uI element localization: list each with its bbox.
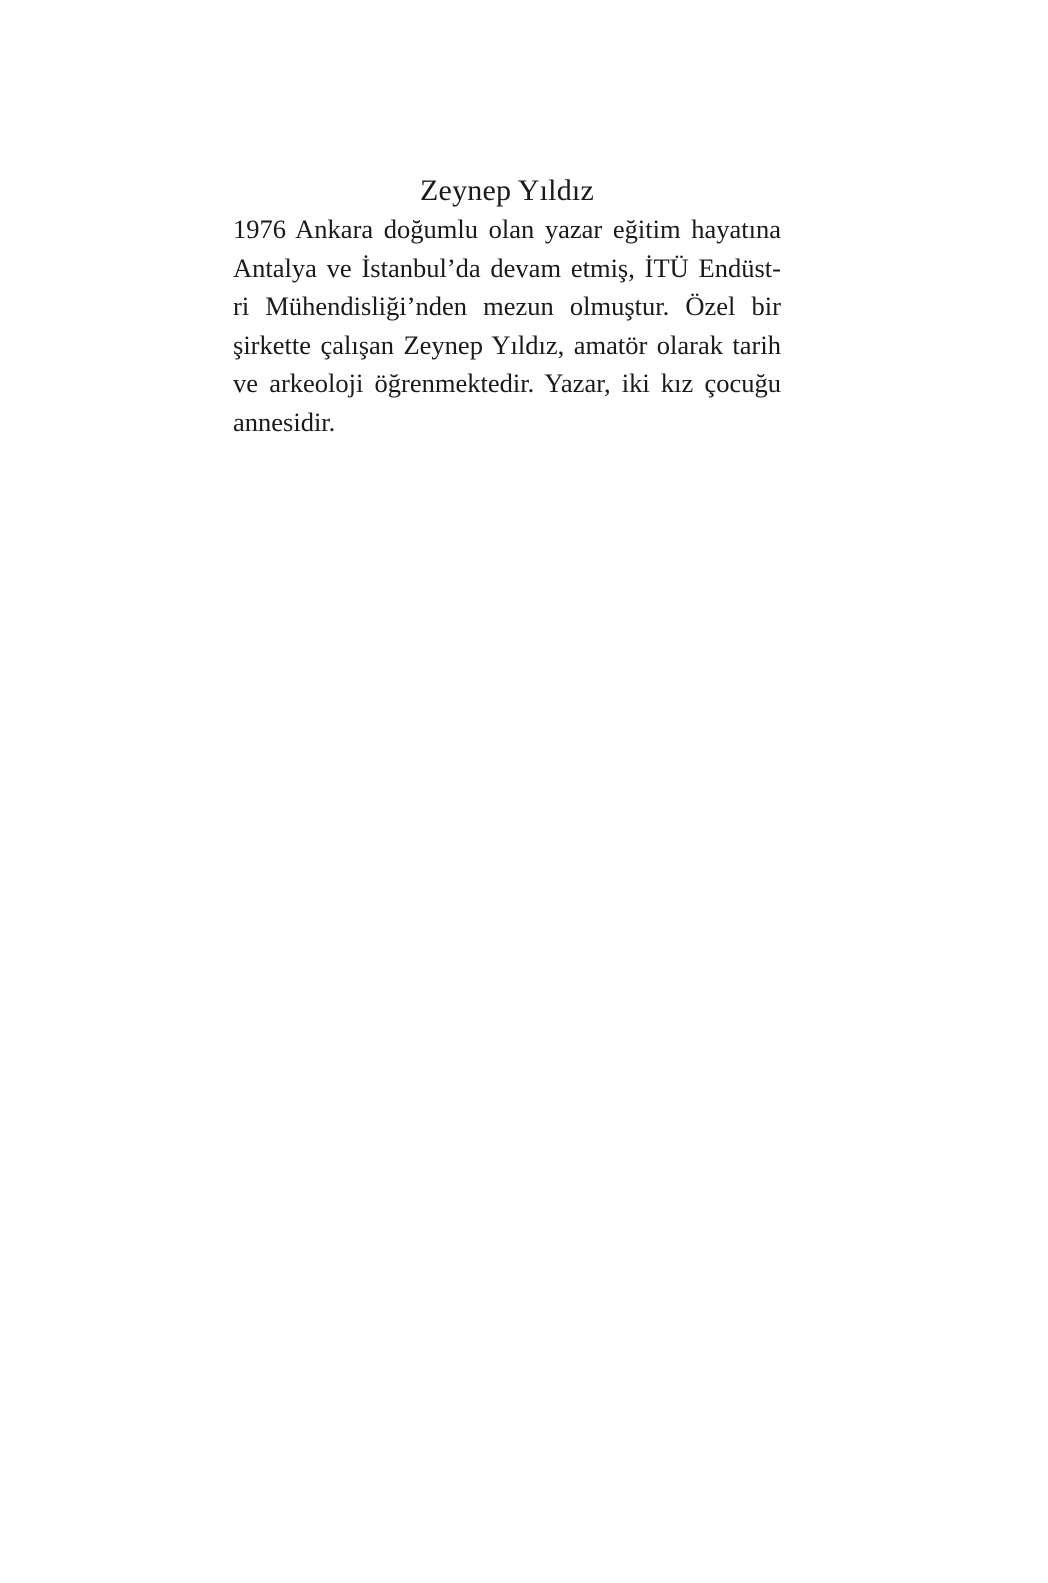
author-biography [233, 210, 781, 441]
biography-line: Antalya ve İstanbul’da devam etmiş, İTÜ Endüst- [233, 252, 781, 283]
biography-line: annesidir. [233, 406, 336, 437]
biography-line: ri Mühendisliği’nden mezun olmuştur. Özel bir [233, 291, 781, 321]
biography-line: 1976 Ankara doğumlu olan yazar eğitim hayatına [233, 214, 781, 244]
author-bio-section [233, 172, 781, 441]
biography-line: şirkette çalışan Zeynep Yıldız, amatör olarak tarih [233, 329, 781, 360]
biography-line: ve arkeoloji öğrenmektedir. Yazar, iki kız çocuğu [233, 368, 781, 398]
author-name: Zeynep Yıldız [420, 174, 594, 207]
